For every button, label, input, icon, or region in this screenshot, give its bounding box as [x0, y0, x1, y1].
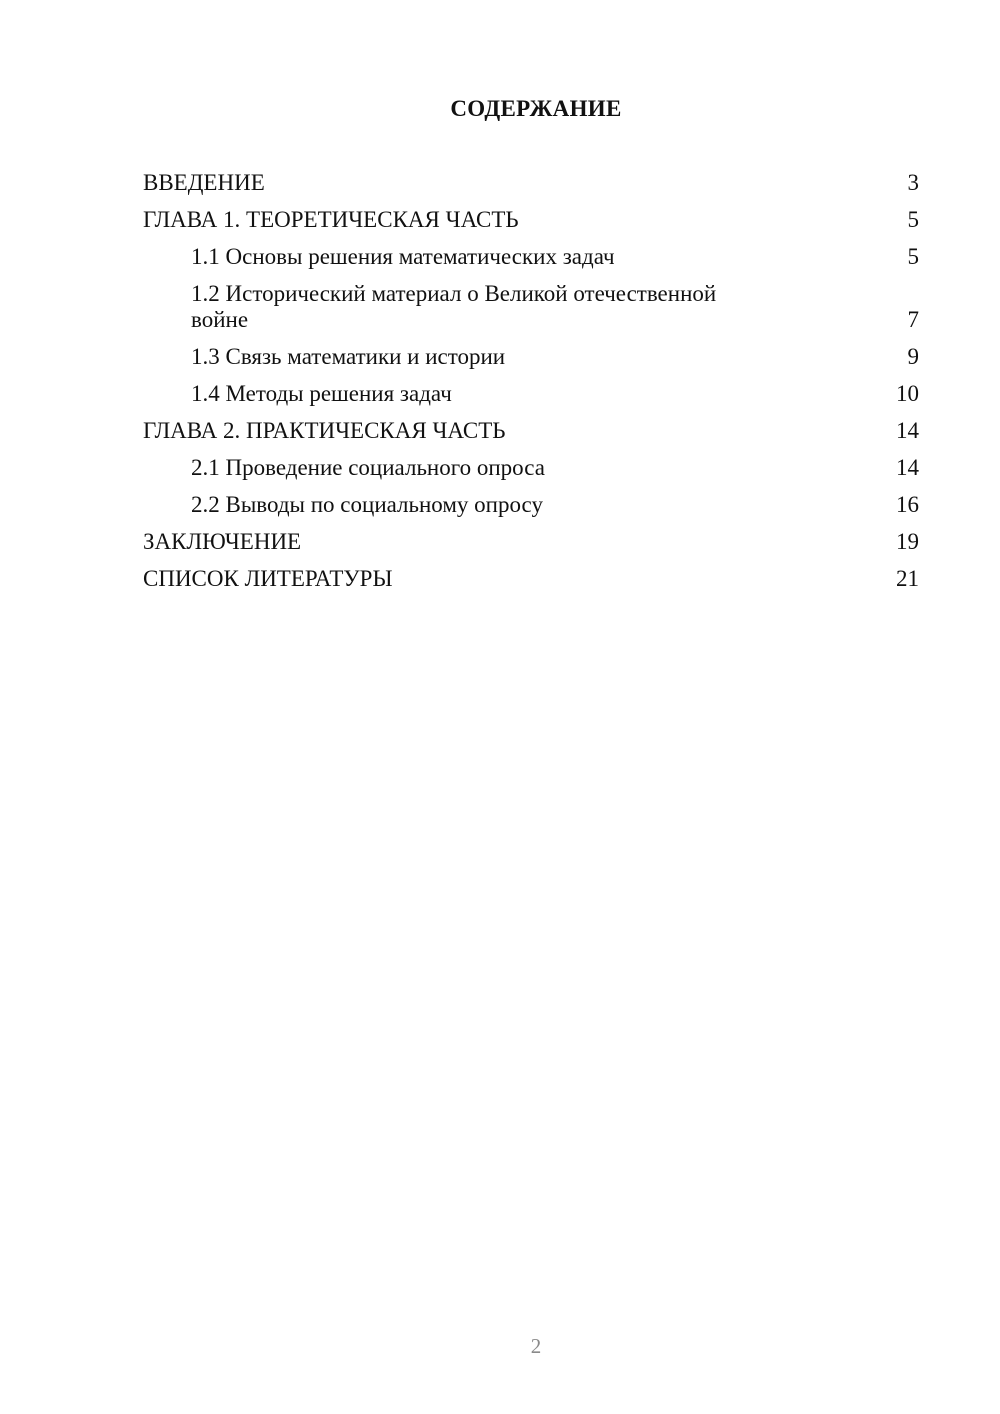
toc-entry-label: СПИСОК ЛИТЕРАТУРЫ [143, 566, 393, 591]
toc-subentry-label: 2.1 Проведение социального опроса [191, 455, 545, 480]
toc-subentry-label: 1.4 Методы решения задач [191, 381, 452, 406]
toc-subentry-label: 1.3 Связь математики и истории [191, 344, 506, 369]
toc-entry-page: 14 [896, 418, 919, 443]
page-title: СОДЕРЖАНИЕ [450, 96, 622, 121]
toc-entry-label: ГЛАВА 1. ТЕОРЕТИЧЕСКАЯ ЧАСТЬ [143, 207, 519, 232]
toc-subentry [143, 244, 919, 270]
toc-entry-page: 21 [896, 566, 919, 591]
toc-entry [143, 529, 919, 555]
toc-subentry [143, 381, 919, 407]
toc-entry [143, 566, 919, 592]
toc-subentry-page: 14 [896, 455, 919, 480]
toc-subentry-page: 10 [896, 381, 919, 406]
toc-subentry [143, 492, 919, 518]
page-number: 2 [530, 1334, 542, 1358]
toc-entry-label: ГЛАВА 2. ПРАКТИЧЕСКАЯ ЧАСТЬ [143, 418, 506, 443]
toc-subentry-page: 16 [896, 492, 919, 517]
toc-entry [143, 170, 919, 196]
toc-entry-page: 3 [907, 170, 919, 195]
toc-subentry-label: 1.2 Исторический материал о Великой отечественной войне [191, 281, 717, 332]
toc-entry [143, 418, 919, 444]
toc-entry-page: 19 [896, 529, 919, 554]
toc-subentry-label: 2.2 Выводы по социальному опросу [191, 492, 543, 517]
toc-entry-label: ЗАКЛЮЧЕНИЕ [143, 529, 302, 554]
toc-subentry-page: 7 [907, 307, 919, 332]
toc-entry-page: 5 [907, 207, 919, 232]
toc-subentry-page: 5 [907, 244, 919, 269]
toc-subentry [143, 344, 919, 370]
toc-subentry-label: 1.1 Основы решения математических задач [191, 244, 615, 269]
toc-subentry-page: 9 [907, 344, 919, 369]
table-of-contents [143, 170, 919, 603]
toc-subentry [143, 281, 919, 333]
toc-subentry [143, 455, 919, 481]
toc-entry-label: ВВЕДЕНИЕ [143, 170, 265, 195]
toc-entry [143, 207, 919, 233]
